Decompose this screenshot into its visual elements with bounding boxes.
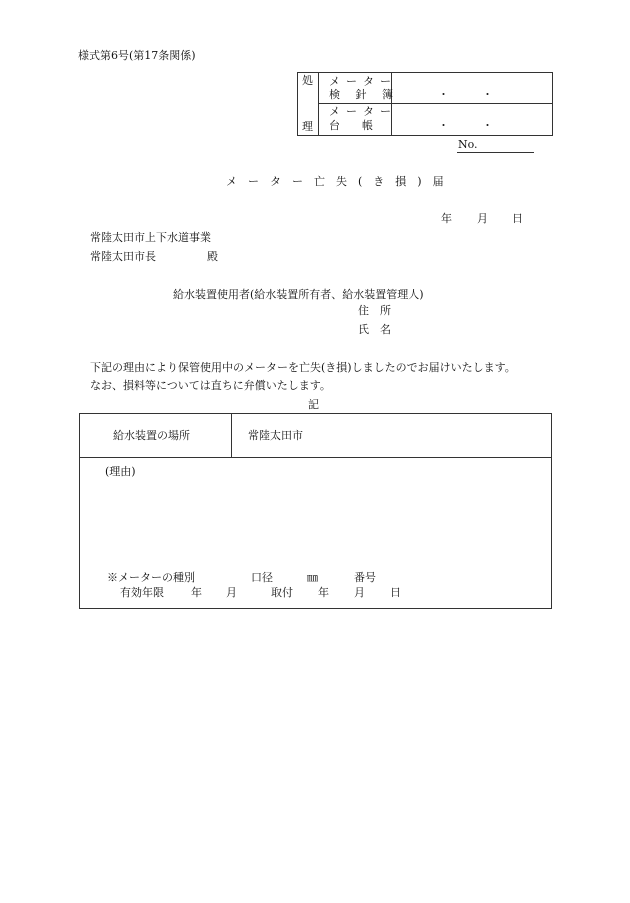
location-value: 常陸太田市 <box>248 429 303 442</box>
doc-number-underline <box>457 152 534 153</box>
details-table-col-divider <box>231 413 232 457</box>
serial-label: 番号 <box>354 571 376 584</box>
ledger-row1-date: ・ ・ <box>438 88 493 101</box>
applicant-address-label: 住 所 <box>358 304 391 317</box>
date-day-label: 日 <box>512 212 523 225</box>
details-table-row-divider <box>79 457 551 458</box>
body-line1: 下記の理由により保管使用中のメーターを亡失(き損)しましたのでお届けいたします。 <box>90 361 516 374</box>
date-year-label: 年 <box>441 212 452 225</box>
install-month-label: 月 <box>354 586 365 599</box>
install-day-label: 日 <box>390 586 401 599</box>
processing-table-row-divider <box>318 103 552 104</box>
reason-label: (理由) <box>105 465 136 478</box>
ledger-row2-date: ・ ・ <box>438 119 493 132</box>
addressee-line1: 常陸太田市上下水道事業 <box>90 231 211 244</box>
ledger-row1-line1: メーター <box>329 75 397 88</box>
addressee-honorific: 殿 <box>207 250 218 263</box>
validity-label: 有効年限 <box>120 586 164 599</box>
diameter-label: 口径 <box>251 571 273 584</box>
install-year-label: 年 <box>318 586 329 599</box>
validity-year-label: 年 <box>191 586 202 599</box>
applicant-name-label: 氏 名 <box>358 323 391 336</box>
ledger-row1-line2: 検 針 簿 <box>329 88 399 101</box>
ledger-row2-line1: メーター <box>329 105 397 118</box>
note-heading: 記 <box>308 398 319 411</box>
form-number: 様式第6号(第17条関係) <box>78 49 196 62</box>
addressee-line2: 常陸太田市長 <box>90 250 156 263</box>
date-month-label: 月 <box>477 212 488 225</box>
location-label: 給水装置の場所 <box>113 429 190 442</box>
validity-month-label: 月 <box>226 586 237 599</box>
applicant-role: 給水装置使用者(給水装置所有者、給水装置管理人) <box>173 288 424 301</box>
diameter-unit: ㎜ <box>307 571 318 584</box>
page-title: メーター亡失(き損)届 <box>226 175 455 188</box>
processing-char-2: 理 <box>302 120 313 133</box>
ledger-row2-line2: 台 帳 <box>329 119 373 132</box>
body-line2: なお、損料等については直ちに弁償いたします。 <box>90 379 331 392</box>
meter-type-label: ※メーターの種別 <box>107 571 195 584</box>
processing-char-1: 処 <box>302 74 313 87</box>
doc-number-label: No. <box>458 138 478 151</box>
install-label: 取付 <box>271 586 293 599</box>
